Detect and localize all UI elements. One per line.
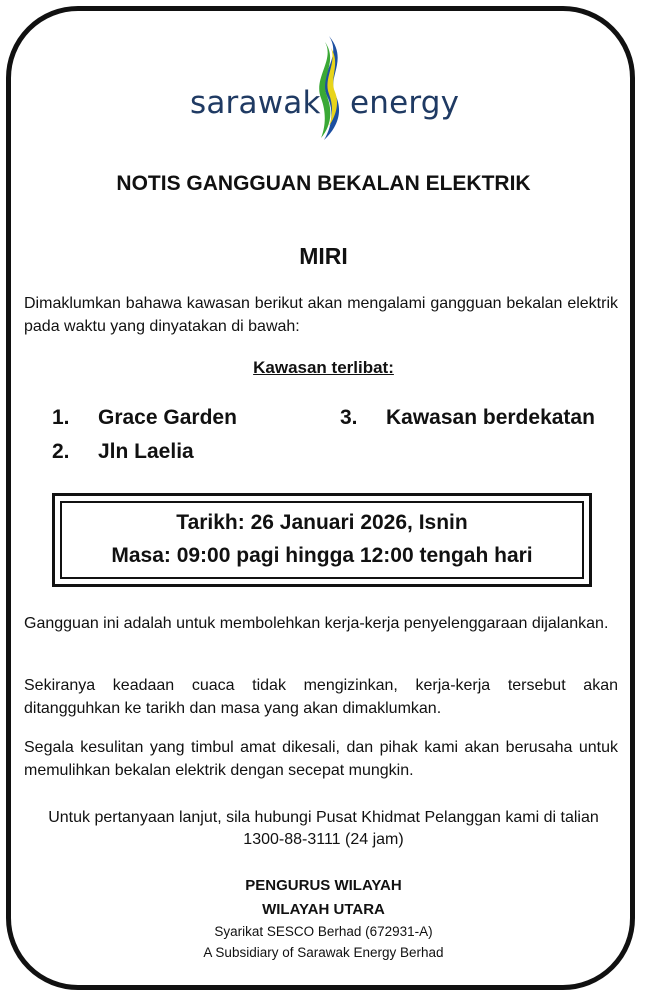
contact-phone: 1300-88-3111 (24 jam) [243, 831, 404, 848]
area-name: Grace Garden [98, 406, 237, 429]
signatory-title: PENGURUS WILAYAH [245, 877, 402, 894]
areas-heading: Kawasan terlibat: [253, 358, 394, 377]
schedule-box [52, 493, 592, 587]
contact-line: Untuk pertanyaan lanjut, sila hubungi Pusat Khidmat Pelanggan kami di talian [48, 809, 599, 826]
area-item [52, 406, 237, 430]
area-item [52, 440, 194, 464]
logo-word-right: energy [350, 85, 460, 121]
company-parent: A Subsidiary of Sarawak Energy Berhad [203, 945, 444, 960]
signatory-region: WILAYAH UTARA [262, 901, 385, 918]
company-name: Syarikat SESCO Berhad (672931-A) [214, 924, 433, 939]
area-number: 2. [52, 440, 70, 463]
area-name: Kawasan berdekatan [386, 406, 595, 429]
area-number: 1. [52, 406, 70, 429]
area-item [340, 406, 595, 430]
body-paragraph: Segala kesulitan yang timbul amat dikesali, dan pihak kami akan berusaha untuk memulihkan bekalan elektrik dengan secepat mungkin. [24, 739, 618, 779]
notice-title: NOTIS GANGGUAN BEKALAN ELEKTRIK [116, 172, 531, 195]
flame-icon [309, 34, 349, 142]
sarawak-energy-logo [190, 32, 460, 142]
schedule-box-inner-border [60, 501, 584, 579]
area-name: Jln Laelia [98, 440, 194, 463]
intro-paragraph: Dimaklumkan bahawa kawasan berikut akan mengalami gangguan bekalan elektrik pada waktu yang dinyatakan di bawah: [24, 295, 618, 335]
logo-word-left: sarawak [190, 85, 321, 121]
body-paragraph: Gangguan ini adalah untuk membolehkan kerja-kerja penyelenggaraan dijalankan. [24, 615, 609, 632]
body-paragraph: Sekiranya keadaan cuaca tidak mengizinkan, kerja-kerja tersebut akan ditangguhkan ke tarikh dan masa yang akan dimaklumkan. [24, 677, 618, 717]
contact-info [0, 807, 647, 851]
area-number: 3. [340, 406, 358, 429]
schedule-date: Tarikh: 26 Januari 2026, Isnin [176, 511, 468, 534]
schedule-time: Masa: 09:00 pagi hingga 12:00 tengah hari [111, 544, 533, 567]
notice-city: MIRI [299, 243, 348, 269]
